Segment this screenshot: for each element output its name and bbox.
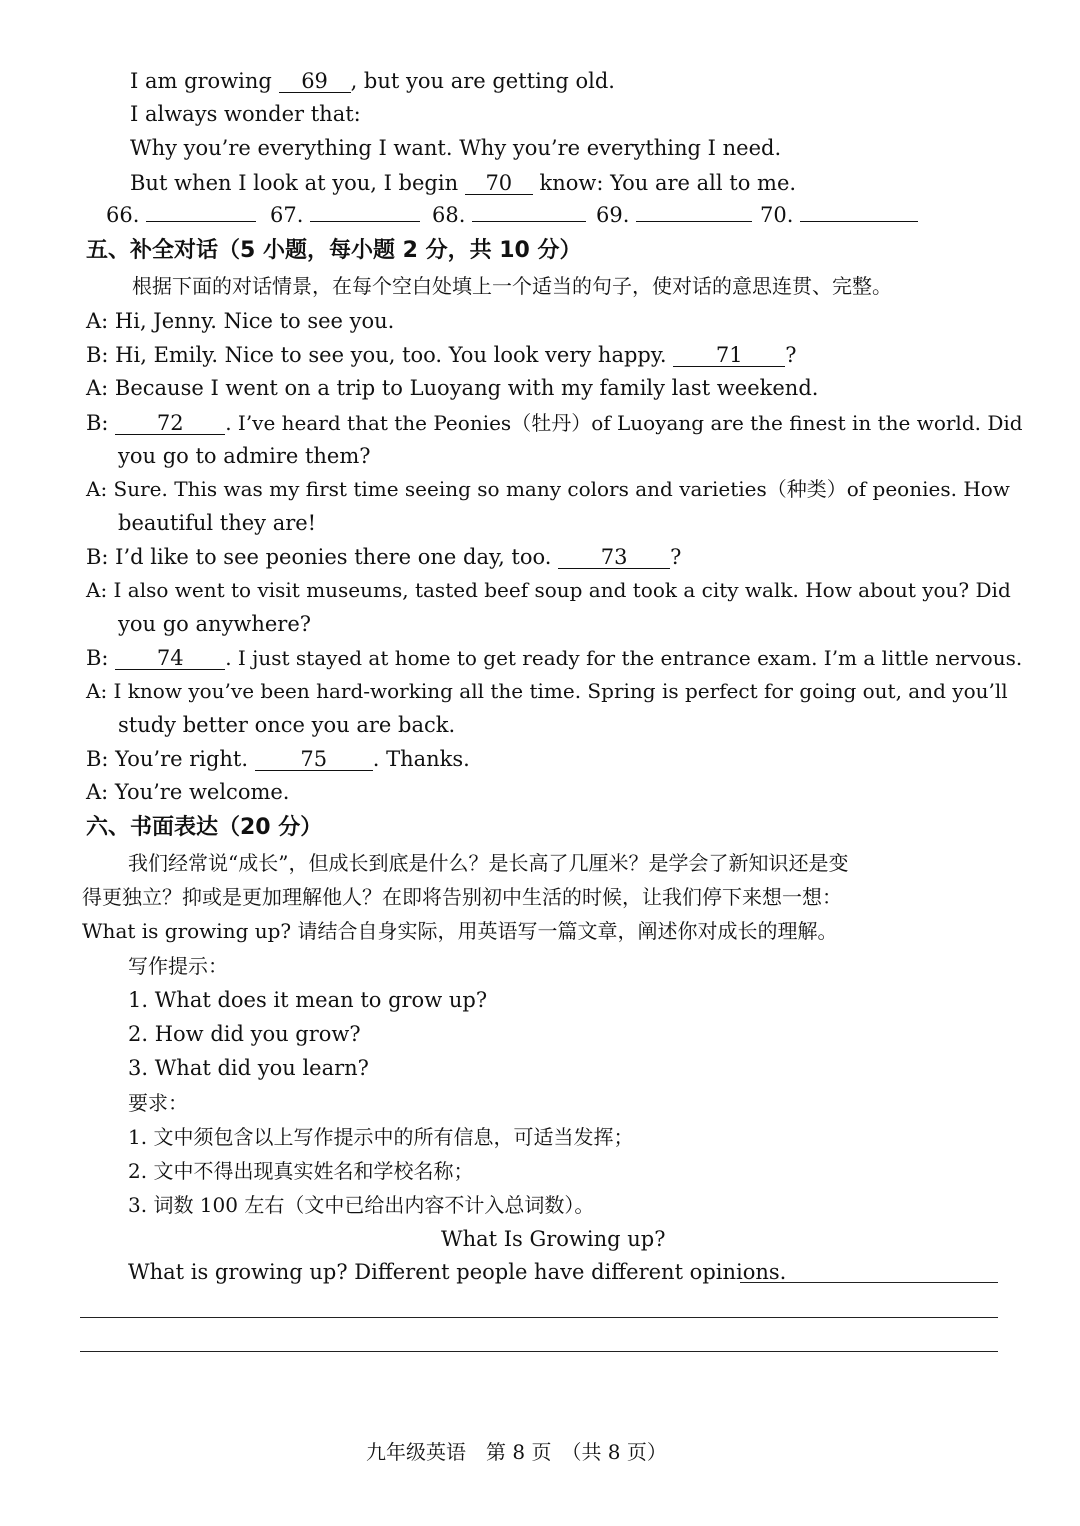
answer-field-68[interactable] (472, 221, 586, 222)
dialogue-line-4 (86, 412, 1023, 435)
dialogue-text: B: Hi, Emily. Nice to see you, too. You look very happy. (86, 343, 667, 367)
requirements-label: 要求： (128, 1091, 188, 1115)
dialogue-line-8 (86, 647, 1022, 670)
requirement-1: 1. 文中须包含以上写作提示中的所有信息，可适当发挥； (128, 1125, 634, 1149)
answer-67 (270, 205, 420, 226)
dialogue-line-6 (86, 546, 681, 569)
answer-field-70[interactable] (800, 221, 918, 222)
dialogue-text: . I’ve heard that the Peonies（牡丹）of Luoyang are the finest in the world. Did (225, 411, 1023, 435)
answer-label: 70. (760, 203, 794, 227)
dialogue-line-4-cont: you go to admire them? (118, 444, 371, 468)
dialogue-line-2 (86, 344, 797, 367)
section-5-instruction: 根据下面的对话情景，在每个空白处填上一个适当的句子，使对话的意思连贯、完整。 (132, 274, 892, 298)
answer-field-69[interactable] (636, 221, 752, 222)
requirement-3: 3. 词数 100 左右（文中已给出内容不计入总词数）。 (128, 1193, 595, 1217)
requirement-2: 2. 文中不得出现真实姓名和学校名称； (128, 1159, 474, 1183)
page-footer: 九年级英语 第 8 页 （共 8 页） (366, 1440, 667, 1464)
blank-69[interactable]: 69 (279, 70, 351, 93)
section-6-prompt-line-2: 得更独立？抑或是更加理解他人？在即将告别初中生活的时候，让我们停下来想一想： (82, 885, 842, 909)
poem-text: But when I look at you, I begin (130, 171, 459, 195)
answer-label: 66. (106, 203, 140, 227)
writing-tip-1: 1. What does it mean to grow up? (128, 988, 488, 1012)
dialogue-text: . I just stayed at home to get ready for the entrance exam. I’m a little nervous. (225, 646, 1023, 670)
blank-75[interactable]: 75 (255, 748, 373, 771)
answer-label: 69. (596, 203, 630, 227)
answer-66 (106, 205, 256, 226)
dialogue-line-1: A: Hi, Jenny. Nice to see you. (86, 309, 395, 333)
dialogue-text: B: I’d like to see peonies there one day, too. (86, 545, 552, 569)
speaker-label: B: (86, 646, 109, 670)
dialogue-line-7: A: I also went to visit museums, tasted beef soup and took a city walk. How about you? Did (86, 578, 1011, 602)
answer-label: 67. (270, 203, 304, 227)
dialogue-line-7-cont: you go anywhere? (118, 612, 312, 636)
dialogue-text: ? (785, 343, 797, 367)
writing-tip-3: 3. What did you learn? (128, 1056, 369, 1080)
poem-line-1 (130, 70, 615, 93)
dialogue-line-11: A: You’re welcome. (86, 780, 290, 804)
dialogue-text: ? (670, 545, 682, 569)
section-6-prompt-line-1: 我们经常说“成长”，但成长到底是什么？是长高了几厘米？是学会了新知识还是变 (128, 851, 849, 875)
writing-tips-label: 写作提示： (128, 954, 228, 978)
poem-line-2: I always wonder that: (130, 102, 361, 126)
blank-74[interactable]: 74 (115, 647, 225, 670)
section-6-prompt-line-3: What is growing up? 请结合自身实际，用英语写一篇文章，阐述你对成长的理解。 (82, 919, 838, 943)
essay-start-text: What is growing up? Different people have different opinions. (128, 1260, 787, 1284)
section-5-title: 五、补全对话（5 小题，每小题 2 分，共 10 分） (86, 238, 582, 263)
blank-73[interactable]: 73 (558, 546, 670, 569)
blank-71[interactable]: 71 (673, 344, 785, 367)
section-6-title: 六、书面表达（20 分） (86, 815, 323, 840)
answer-field-67[interactable] (310, 221, 420, 222)
dialogue-line-9: A: I know you’ve been hard-working all the time. Spring is perfect for going out, and you’ll (86, 679, 1008, 703)
speaker-label: B: (86, 411, 109, 435)
answer-70 (760, 205, 918, 226)
answer-field-66[interactable] (146, 221, 256, 222)
poem-text: know: You are all to me. (539, 171, 797, 195)
answer-69 (596, 205, 752, 226)
answer-68 (432, 205, 586, 226)
blank-70[interactable]: 70 (465, 172, 533, 195)
dialogue-line-5-cont: beautiful they are! (118, 511, 317, 535)
dialogue-text: . Thanks. (372, 747, 470, 771)
dialogue-line-9-cont: study better once you are back. (118, 713, 456, 737)
dialogue-line-5: A: Sure. This was my first time seeing so many colors and varieties（种类）of peonies. How (86, 477, 1010, 501)
essay-start-line (128, 1262, 786, 1283)
poem-text: , but you are getting old. (350, 69, 615, 93)
essay-writing-line-3[interactable] (80, 1351, 998, 1352)
dialogue-line-3: A: Because I went on a trip to Luoyang with my family last weekend. (86, 376, 819, 400)
dialogue-text: B: You’re right. (86, 747, 249, 771)
writing-tip-2: 2. How did you grow? (128, 1022, 361, 1046)
answer-label: 68. (432, 203, 466, 227)
essay-writing-line-2[interactable] (80, 1317, 998, 1318)
poem-line-4 (130, 172, 796, 195)
essay-title: What Is Growing up? (441, 1227, 666, 1251)
poem-text: I am growing (130, 69, 272, 93)
essay-writing-line-1[interactable] (740, 1282, 998, 1283)
blank-72[interactable]: 72 (115, 412, 225, 435)
dialogue-line-10 (86, 748, 470, 771)
poem-line-3: Why you’re everything I want. Why you’re everything I need. (130, 136, 782, 160)
